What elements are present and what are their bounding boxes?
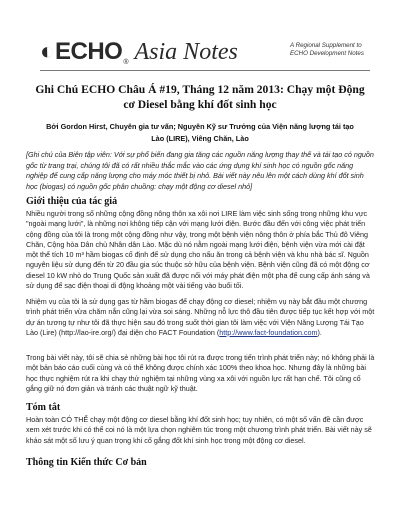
swirl-icon: ◐ [40, 38, 54, 65]
logo-subtitle: Asia Notes [134, 39, 238, 65]
intro-p2-text-a: Nhiệm vụ của tôi là sử dụng gas từ hầm biogas để chạy động cơ diesel; nhiệm vụ này bắt đầu một chương trình phát triển vừa chăm nắn cũng lại vừa soi sáng. Những nỗ lực thô đầu tiên được tiếp tục kết hợp với một dự án tương tự như tôi đã thực hiện sau đó trong suốt thời gian tôi làm việc với Viện Năng Lượng Tái Tạo Lào (Lire) (http://lao-ire.org/) đại diện cho FACT Foundation ( [26, 297, 375, 337]
header-tagline: A Regional Supplement to ECHO Development Notes [290, 42, 364, 57]
intro-paragraph-1: Nhiều người trong số những cộng đồng nông thôn xa xôi nơi LIRE làm việc sinh sống trong những khu vực "ngoài mạng lưới", là những nơi không tiếp cận với mạng lưới điện. Bước đầu đến với công việc phát triển cộng đồng của tôi là trong một cộng đồng như vậy, trong một bệnh viện nông thôn ở phía bắc Thủ đô Viêng Chăn, Cộng hòa Dân chủ Nhân dân Lào. Mặc dù nó nằm ngoài mạng lưới điện, bệnh viện vừa mới cài đặt một thể tích 10 m³ hầm biogas cố định để sử dụng cho nấu ăn trong cả bệnh viện và khu nhà bác sĩ. Nguồn nguyên liệu sử dụng đến từ 20 đầu gia súc thuộc sở hữu của bệnh viện. Bệnh viện cũng đã có một động cơ diesel 10 kW nhỏ do Trung Quốc sản xuất đã được nối với máy phát điện một pha để cung cấp ánh sáng và sử dụng để sạc điện thoại di động khoảng một vài tiếng vào buổi tối. [26, 209, 370, 291]
registered-mark: ® [123, 59, 129, 66]
page-header [40, 36, 370, 84]
intro-paragraph-3: Trong bài viết này, tôi sẽ chia sẻ những bài học tôi rút ra được trong tiến trình phát triển này; nó không phải là một bản báo cáo cuối cùng và có thể không được chính xác 100% theo khoa học. Nhưng đây là những bài học thực nghiệm rút ra khi chạy thử nghiệm tại những vùng xa xôi với nguồn lực rất hạn chế. Tôi cũng cố gắng giữ nó đơn giản và tránh các thuật ngữ kỹ thuật. [26, 353, 375, 393]
section-intro [26, 196, 376, 291]
fact-foundation-link[interactable]: http://www.fact-foundation.com [219, 327, 318, 337]
section-heading-basics: Thông tin Kiến thức Cơ bản [26, 457, 147, 468]
section-heading-summary: Tóm tắt [26, 402, 61, 413]
intro-p2-text-b: ). [317, 327, 322, 337]
intro-paragraph-2 [26, 297, 376, 338]
summary-paragraph: Hoàn toàn CÓ THỂ chạy một động cơ diesel bằng khí đốt sinh học; tuy nhiên, có một số vấn đề cần được xem xét trước khi có thể coi nó là một lựa chọn nghiêm túc trong một chương trình phát triển. Bài viết này sẽ khảo sát một số lưu ý quan trọng khi cố gắng đốt khí sinh học trong một động cơ diesel. [26, 415, 372, 445]
section-heading-intro: Giới thiệu của tác giả [26, 196, 118, 207]
intro-paragraph-2-wrap [26, 297, 376, 338]
logo-mark-text: ECHO [55, 38, 123, 65]
header-divider [40, 70, 370, 71]
intro-paragraph-3-wrap [26, 353, 376, 394]
echo-logo [40, 38, 238, 66]
section-summary [26, 402, 376, 446]
article-title: Ghi Chú ECHO Châu Á #19, Tháng 12 năm 2013: Chạy một Động cơ Diesel bằng khí đốt sinh học [35, 83, 365, 111]
author-line: Bởi Gordon Hirst, Chuyên gia tư vấn; Nguyên Kỹ sư Trưởng của Viện năng lượng tái tạo Lào (LIRE), Viêng Chăn, Lào [46, 122, 354, 143]
section-basics [26, 457, 376, 470]
logo-mark [40, 38, 122, 66]
editor-note: [Ghi chú của Biên tập viên: Với sự phổ biến đang gia tăng các nguồn năng lượng thay thế và tái tạo có nguồn gốc từ trang trại, chúng tôi đã có rất nhiều thắc mắc vào các ứng dụng khí sinh học có nguồn gốc năng nghiệp để cung cấp năng lượng cho máy móc thiết bị nhỏ. Bài viết này nêu lên một cách dùng khí đốt sinh học (biogas) có nguồn gốc phân chuồng: chạy một động cơ diesel nhỏ] [26, 150, 374, 191]
